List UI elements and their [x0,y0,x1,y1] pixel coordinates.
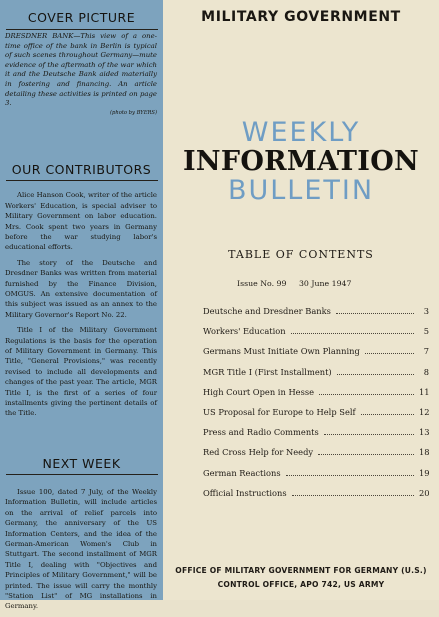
footer-office: OFFICE OF MILITARY GOVERNMENT FOR GERMANY (U.S.) [175,566,427,575]
masthead: MILITARY GOVERNMENT [201,9,401,25]
toc-page-number: 3 [423,306,429,316]
next-week-heading: NEXT WEEK [42,456,121,471]
toc-heading: TABLE OF CONTENTS [228,248,374,261]
toc-page-number: 18 [419,447,430,458]
issue-number: Issue No. 99 [237,279,287,288]
toc-page-number: 11 [419,386,430,397]
toc-page-number: 8 [423,366,429,377]
issue-line [237,279,361,288]
cover-picture-caption: DRESDNER BANK—This view of a one-time office of the bank in Berlin is typical of such scenes throughout Germany—mute evidence of the aftermath of the war which it and the Deutsche Bank aided materially in fostering and financing. An article detailing these activities is printed on page 3. (photo by BYERS) [0,32,163,118]
toc-entry[interactable]: Germans Must Initiate Own Planning 7 [203,346,429,357]
toc-entry[interactable]: Official Instructions 20 [203,487,430,498]
toc-entry[interactable]: Deutsche and Dresdner Banks 3 [203,306,429,316]
divider [6,29,158,30]
cover-picture-heading: COVER PICTURE [27,10,136,25]
photo-credit: (photo by BYERS) [110,109,157,116]
toc-entry[interactable]: Workers' Education 5 [203,326,429,337]
toc-entry[interactable]: Press and Radio Comments 13 [203,427,430,438]
issue-date: 30 June 1947 [298,279,352,288]
toc-page-number: 13 [419,427,430,438]
divider [6,474,158,475]
toc-page-number: 7 [423,346,429,357]
toc-page-number: 5 [423,326,429,337]
title-bulletin: BULLETIN [227,175,375,206]
contributor-paragraph: Title I of the Military Government Regulations is the basis for the operation of Military Government in Germany. This Title, "General Provisions," was recently revised to include all developments and changes of the past year. The article, MGR Title I, is the first of a series of four installments giving the pertinent details of the Title. [5,326,157,418]
title-information: INFORMATION [182,146,420,177]
next-week-text: Issue 100, dated 7 July, of the Weekly Information Bulletin, will include articles on the arrival of relief parcels into Germany, the anniversary of the US Information Centers, and the idea of the German-American Women's Club in Stuttgart. The second installment of MGR Title I, dealing with "Objectives and Principles of Military Government," will be printed. The issue will carry the monthly "Station List" of MG installations in Germany. [5,488,157,611]
toc-page-number: 20 [419,487,430,498]
left-sidebar [0,0,163,611]
contributors-heading: OUR CONTRIBUTORS [11,162,152,178]
contributor-paragraph: The story of the Deutsche and Dresdner Banks was written from material furnished by the Finance Division, OMGUS. An extensive documentation of this subject was issued as an annex to the Military Governor's Report No. 22. [5,258,157,319]
divider [6,180,158,181]
toc-entry[interactable]: German Reactions 19 [203,467,430,478]
toc-entry[interactable]: MGR Title I (First Installment) 8 [203,366,429,377]
title-weekly: WEEKLY [241,117,361,148]
toc-page-number: 19 [419,467,430,478]
toc-entry[interactable]: Red Cross Help for Needy 18 [203,447,430,458]
toc-page-number: 12 [419,406,430,417]
main-panel [163,0,439,600]
contributors-text [0,190,163,419]
contributor-paragraph: Alice Hanson Cook, writer of the article Workers' Education, is special adviser to Military Government on labor education. Mrs. Cook spent two years in Germany before the war studying labor's educational efforts. [5,191,157,252]
toc-entry[interactable]: High Court Open in Hesse 11 [203,386,430,397]
toc-list [203,306,429,508]
toc-entry[interactable]: US Proposal for Europe to Help Self 12 [203,406,430,417]
footer-control-office: CONTROL OFFICE, APO 742, US ARMY [217,580,385,589]
